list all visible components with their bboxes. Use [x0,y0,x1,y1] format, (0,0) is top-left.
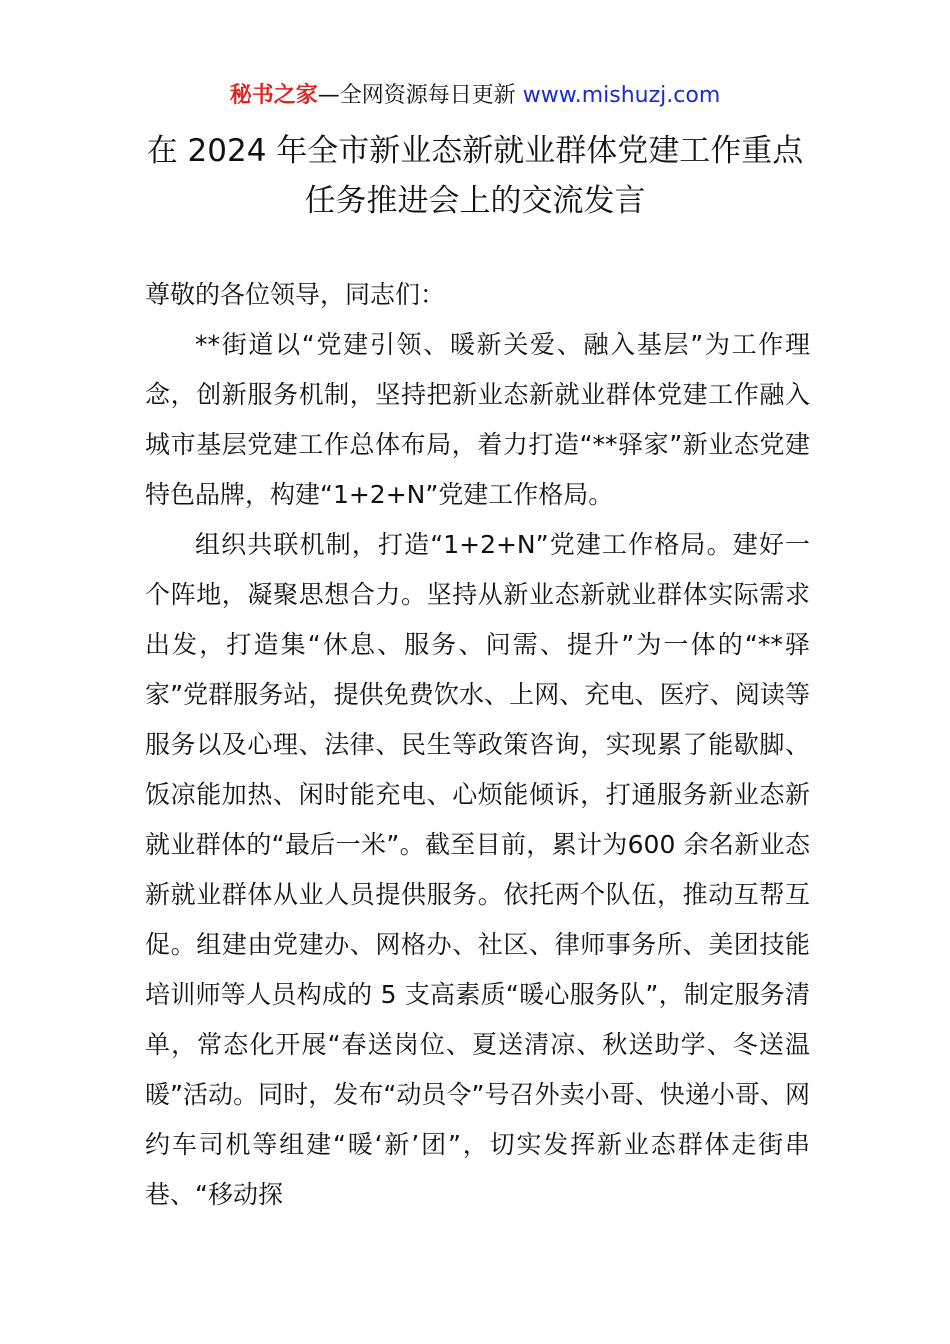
brand-name: 秘书之家 [229,83,318,108]
title-line-2: 任务推进会上的交流发言 [304,183,646,219]
site-url-link[interactable]: www.mishuzj.com [522,83,721,108]
header-tagline: —全网资源每日更新 [317,83,523,108]
document-title [100,126,850,226]
paragraph: 组织共联机制，打造“1+2+N”党建工作格局。建好一个阵地，凝聚思想合力。坚持从新业态新就业群体实际需求出发，打造集“休息、服务、问需、提升”为一体的“**驿家”党群服务站，提供免费饮水、上网、充电、医疗、阅读等服务以及心理、法律、民生等政策咨询，实现累了能歇脚、饭凉能加热、闲时能充电、心烦能倾诉，打通服务新业态新就业群体的“最后一米”。截至目前，累计为600 余名新业态新就业群体从业人员提供服务。依托两个队伍，推动互帮互促。组建由党建办、网格办、社区、律师事务所、美团技能培训师等人员构成的 5 支高素质“暖心服务队”，制定服务清单，常态化开展“春送岗位、夏送清凉、秋送助学、冬送温暖”活动。同时，发布“动员令”号召外卖小哥、快递小哥、网约车司机等组建“暖‘新’团”，切实发挥新业态群体走街串巷、“移动探 [145,530,810,1209]
document-body [145,270,810,1220]
greeting: 尊敬的各位领导，同志们： [145,280,446,309]
paragraph: **街道以“党建引领、暖新关爱、融入基层”为工作理念，创新服务机制，坚持把新业态新就业群体党建工作融入城市基层党建工作总体布局，着力打造“**驿家”新业态党建特色品牌，构建“1+2+N”党建工作格局。 [145,330,810,509]
site-header [0,80,950,112]
title-line-1: 在 2024 年全市新业态新就业群体党建工作重点 [146,133,804,169]
